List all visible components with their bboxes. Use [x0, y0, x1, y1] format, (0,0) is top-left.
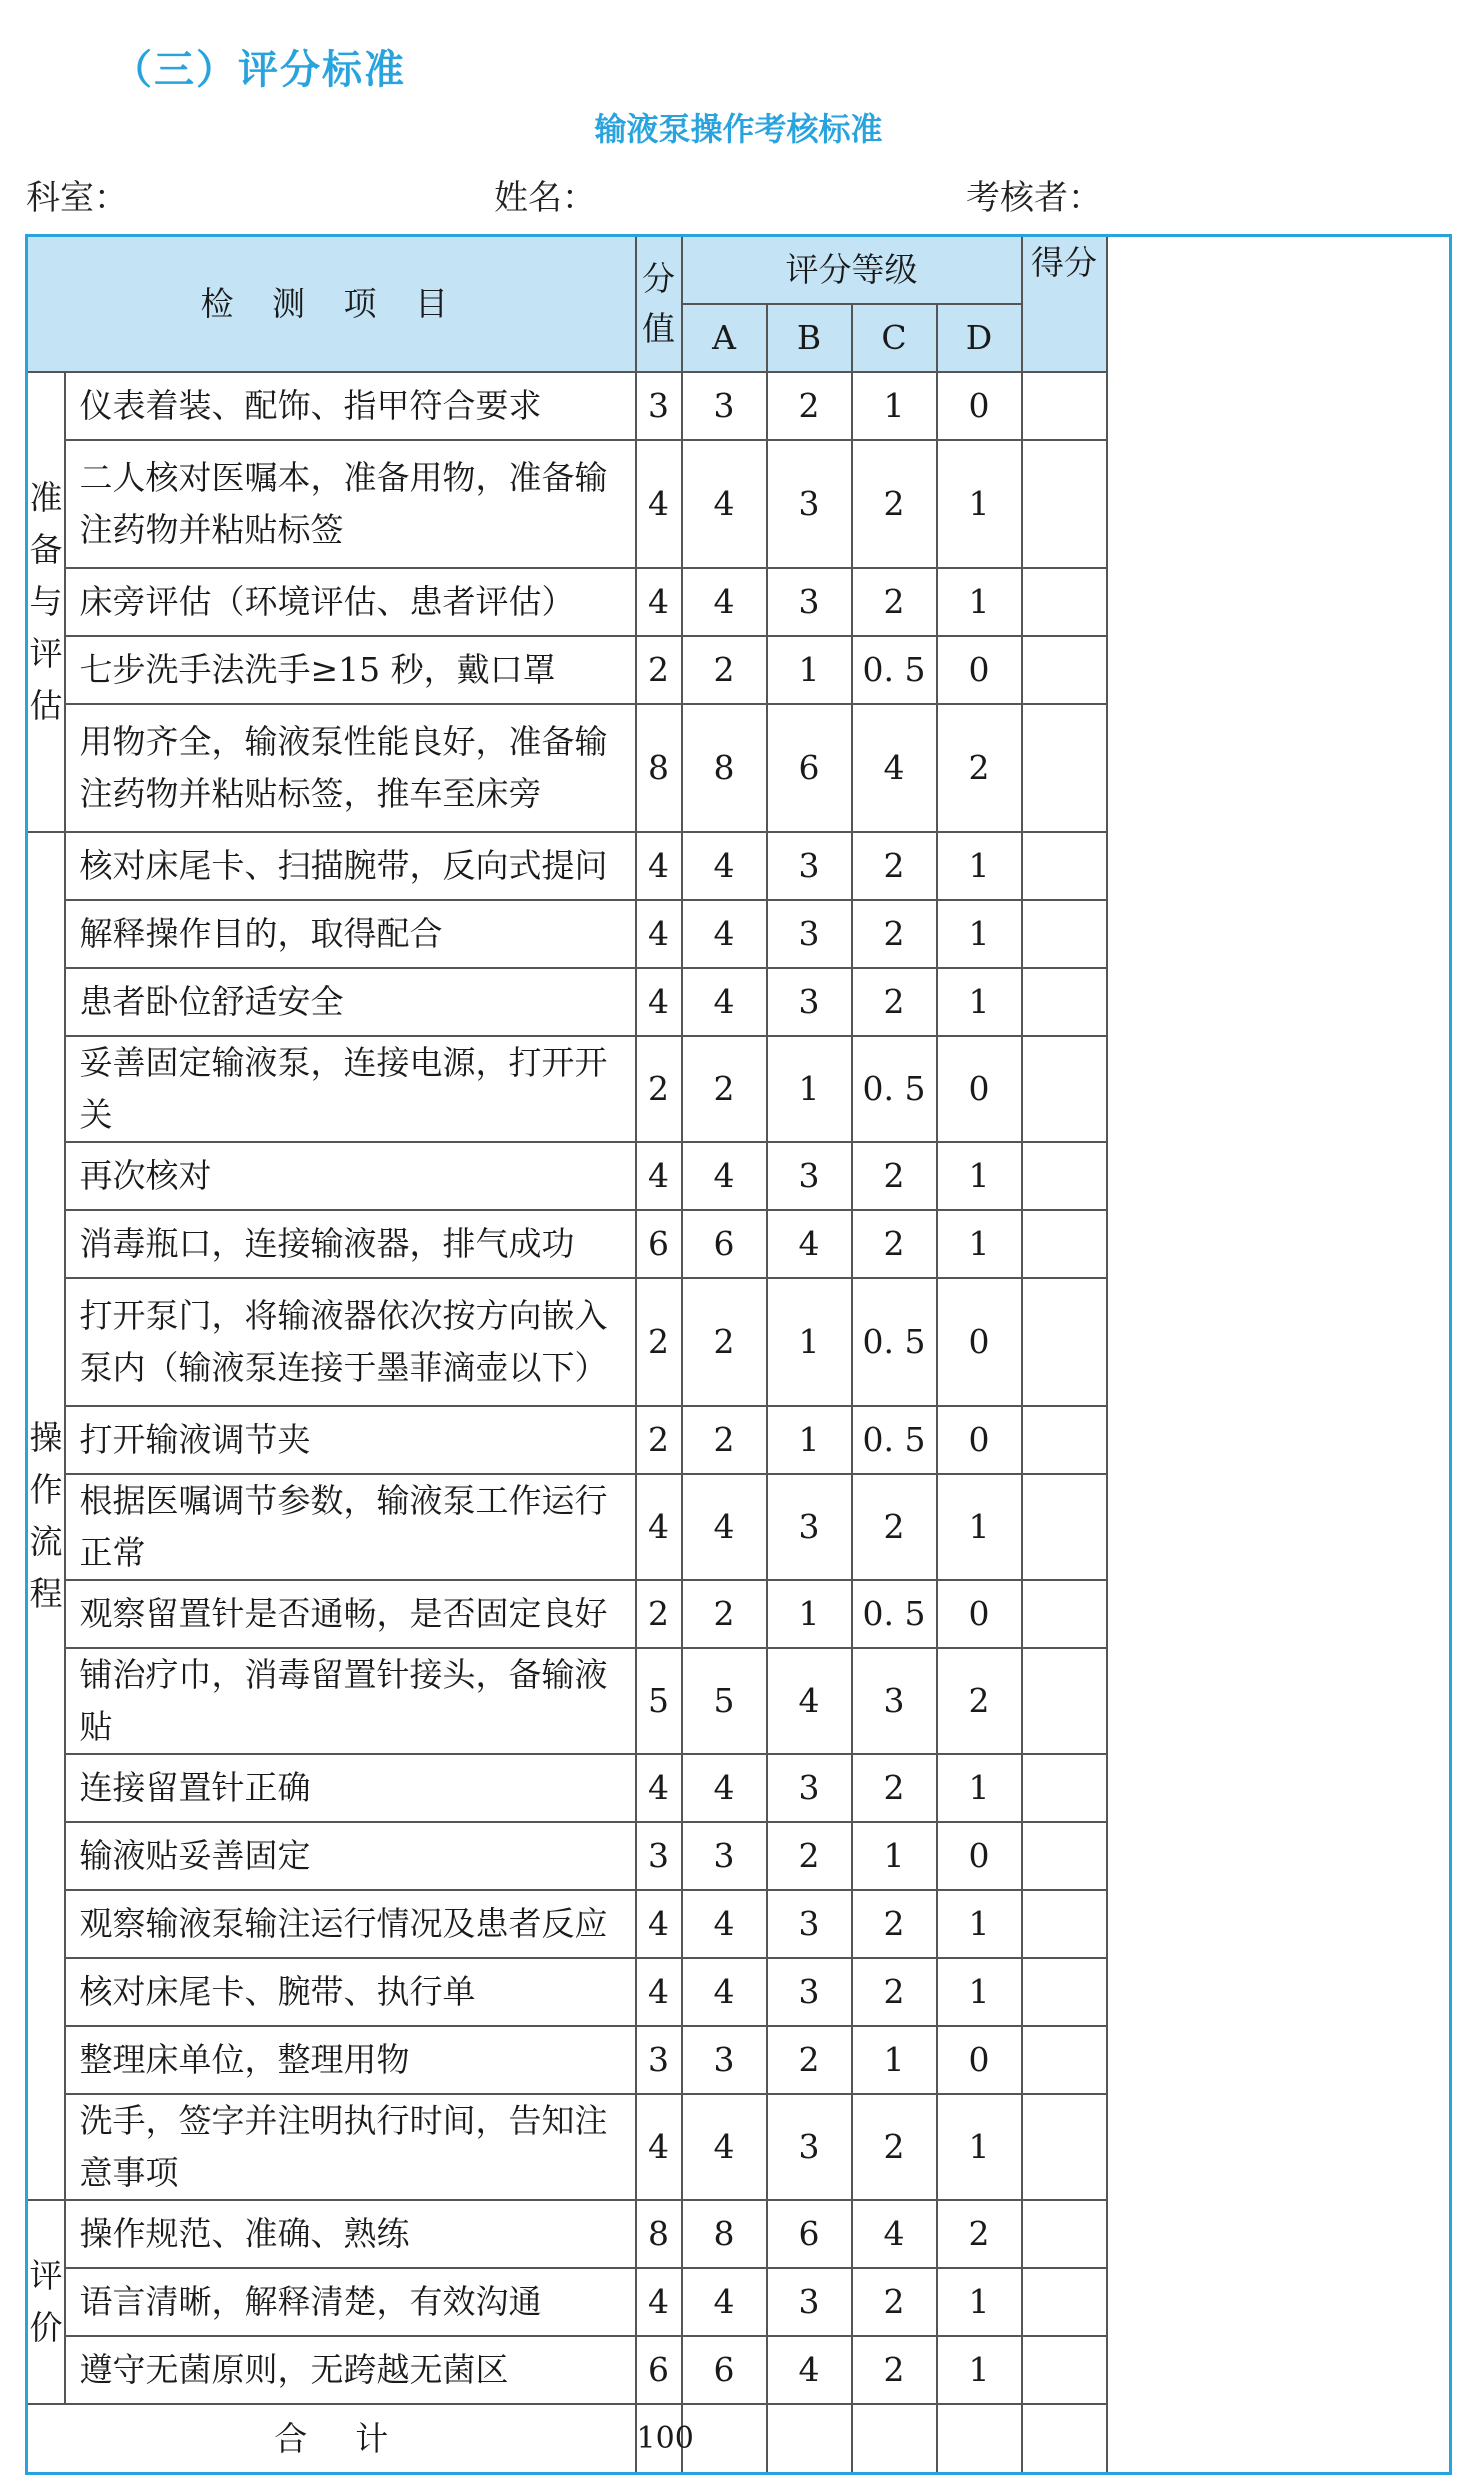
- item-cell: 患者卧位舒适安全: [65, 968, 636, 1036]
- value-cell: 3: [636, 372, 682, 440]
- grade-c-cell: 2: [852, 968, 937, 1036]
- grade-c-cell: 0. 5: [852, 1406, 937, 1474]
- grade-d-cell: 1: [937, 1142, 1022, 1210]
- document-title: 输液泵操作考核标准: [594, 110, 883, 148]
- total-value: 100: [636, 2404, 682, 2474]
- total-row: [27, 2404, 1451, 2474]
- points-cell[interactable]: [1022, 900, 1107, 968]
- value-cell: 4: [636, 968, 682, 1036]
- grade-a-cell: 8: [682, 704, 767, 832]
- item-cell: 消毒瓶口，连接输液器，排气成功: [65, 1210, 636, 1278]
- table-row: [27, 636, 1451, 704]
- grade-c-cell: 1: [852, 1822, 937, 1890]
- total-grade-d: [937, 2404, 1022, 2474]
- item-cell: 打开泵门，将输液器依次按方向嵌入泵内（输液泵连接于墨菲滴壶以下）: [65, 1278, 636, 1406]
- grade-a-cell: 4: [682, 2268, 767, 2336]
- table-row: [27, 2268, 1451, 2336]
- grade-b-cell: 2: [767, 2026, 852, 2094]
- table-row: [27, 968, 1451, 1036]
- total-grade-c: [852, 2404, 937, 2474]
- points-cell[interactable]: [1022, 1754, 1107, 1822]
- grade-b-cell: 4: [767, 1210, 852, 1278]
- grade-c-cell: 2: [852, 1890, 937, 1958]
- grade-d-cell: 2: [937, 2200, 1022, 2268]
- grade-d-cell: 1: [937, 440, 1022, 568]
- grade-b-cell: 3: [767, 2094, 852, 2200]
- grade-d-cell: 0: [937, 1822, 1022, 1890]
- value-cell: 4: [636, 2094, 682, 2200]
- points-cell[interactable]: [1022, 1210, 1107, 1278]
- table-row: [27, 2094, 1451, 2200]
- grade-b-cell: 1: [767, 1278, 852, 1406]
- item-cell: 用物齐全，输液泵性能良好，准备输注药物并粘贴标签，推车至床旁: [65, 704, 636, 832]
- grade-b-cell: 4: [767, 2336, 852, 2404]
- grade-c-cell: 2: [852, 1754, 937, 1822]
- table-row: [27, 1278, 1451, 1406]
- grade-a-cell: 4: [682, 1890, 767, 1958]
- grade-a-cell: 4: [682, 900, 767, 968]
- category-eval: 评价: [27, 2200, 65, 2404]
- grade-b-cell: 4: [767, 1648, 852, 1754]
- grade-b-cell: 3: [767, 968, 852, 1036]
- grade-c-cell: 2: [852, 568, 937, 636]
- value-cell: 4: [636, 440, 682, 568]
- grade-a-cell: 2: [682, 1278, 767, 1406]
- points-cell[interactable]: [1022, 2268, 1107, 2336]
- grade-d-cell: 1: [937, 2336, 1022, 2404]
- points-cell[interactable]: [1022, 1036, 1107, 1142]
- item-cell: 整理床单位，整理用物: [65, 2026, 636, 2094]
- table-body: [27, 372, 1451, 2474]
- table-row: [27, 1474, 1451, 1580]
- item-cell: 语言清晰，解释清楚，有效沟通: [65, 2268, 636, 2336]
- grade-c-cell: 2: [852, 1210, 937, 1278]
- value-cell: 4: [636, 1890, 682, 1958]
- points-cell[interactable]: [1022, 1142, 1107, 1210]
- table-row: [27, 568, 1451, 636]
- points-cell[interactable]: [1022, 568, 1107, 636]
- table-row: [27, 1890, 1451, 1958]
- grade-d-cell: 0: [937, 2026, 1022, 2094]
- grade-b-cell: 3: [767, 1474, 852, 1580]
- grade-d-cell: 2: [937, 1648, 1022, 1754]
- grade-a-cell: 4: [682, 1474, 767, 1580]
- total-grade-a: [682, 2404, 767, 2474]
- value-cell: 8: [636, 2200, 682, 2268]
- grade-b-cell: 1: [767, 1406, 852, 1474]
- value-cell: 6: [636, 1210, 682, 1278]
- grade-c-cell: 2: [852, 832, 937, 900]
- grade-c-cell: 2: [852, 2094, 937, 2200]
- grade-c-cell: 4: [852, 704, 937, 832]
- points-cell[interactable]: [1022, 2026, 1107, 2094]
- grade-a-cell: 5: [682, 1648, 767, 1754]
- grade-b-cell: 3: [767, 832, 852, 900]
- grade-d-cell: 1: [937, 968, 1022, 1036]
- name-label: 姓名：: [494, 178, 596, 218]
- points-cell[interactable]: [1022, 1278, 1107, 1406]
- header-points: 得分: [1022, 236, 1107, 373]
- value-cell: 2: [636, 636, 682, 704]
- item-cell: 输液贴妥善固定: [65, 1822, 636, 1890]
- grade-d-cell: 1: [937, 1958, 1022, 2026]
- grade-d-cell: 0: [937, 1406, 1022, 1474]
- table-row: [27, 704, 1451, 832]
- grade-d-cell: 0: [937, 1036, 1022, 1142]
- header-project: 检 测 项 目: [27, 236, 636, 373]
- value-cell: 4: [636, 832, 682, 900]
- item-cell: 打开输液调节夹: [65, 1406, 636, 1474]
- item-cell: 根据医嘱调节参数，输液泵工作运行正常: [65, 1474, 636, 1580]
- header-grade-b: B: [767, 304, 852, 372]
- grade-a-cell: 4: [682, 832, 767, 900]
- grade-b-cell: 1: [767, 1580, 852, 1648]
- grade-c-cell: 0. 5: [852, 636, 937, 704]
- grade-c-cell: 0. 5: [852, 1580, 937, 1648]
- item-cell: 妥善固定输液泵，连接电源，打开开关: [65, 1036, 636, 1142]
- grade-c-cell: 2: [852, 440, 937, 568]
- item-cell: 观察输液泵输注运行情况及患者反应: [65, 1890, 636, 1958]
- points-cell[interactable]: [1022, 2336, 1107, 2404]
- value-cell: 4: [636, 2268, 682, 2336]
- grade-d-cell: 1: [937, 568, 1022, 636]
- grade-a-cell: 8: [682, 2200, 767, 2268]
- grade-a-cell: 2: [682, 1580, 767, 1648]
- points-cell[interactable]: [1022, 1822, 1107, 1890]
- points-cell[interactable]: [1022, 1958, 1107, 2026]
- value-cell: 4: [636, 568, 682, 636]
- grade-d-cell: 1: [937, 1210, 1022, 1278]
- table-row: [27, 1036, 1451, 1142]
- grade-a-cell: 6: [682, 1210, 767, 1278]
- header-grade-c: C: [852, 304, 937, 372]
- grade-d-cell: 1: [937, 1474, 1022, 1580]
- grade-b-cell: 2: [767, 1822, 852, 1890]
- value-cell: 6: [636, 2336, 682, 2404]
- grade-a-cell: 2: [682, 1036, 767, 1142]
- table-row: [27, 832, 1451, 900]
- value-cell: 4: [636, 1754, 682, 1822]
- item-cell: 连接留置针正确: [65, 1754, 636, 1822]
- table-row: [27, 1648, 1451, 1754]
- grade-d-cell: 1: [937, 1890, 1022, 1958]
- department-label: 科室：: [26, 178, 128, 218]
- table-row: [27, 1210, 1451, 1278]
- table-row: [27, 1580, 1451, 1648]
- value-cell: 4: [636, 1958, 682, 2026]
- points-cell[interactable]: [1022, 1890, 1107, 1958]
- value-cell: 2: [636, 1036, 682, 1142]
- section-heading: （三）评分标准: [112, 47, 406, 93]
- category-prep: 准备与评估: [27, 372, 65, 832]
- grade-a-cell: 4: [682, 2094, 767, 2200]
- table-row: [27, 1822, 1451, 1890]
- grade-d-cell: 0: [937, 1278, 1022, 1406]
- table-row: [27, 900, 1451, 968]
- value-cell: 4: [636, 1142, 682, 1210]
- grade-c-cell: 2: [852, 900, 937, 968]
- value-cell: 2: [636, 1406, 682, 1474]
- table-row: [27, 372, 1451, 440]
- grade-c-cell: 2: [852, 1958, 937, 2026]
- grade-a-cell: 4: [682, 968, 767, 1036]
- grade-b-cell: 6: [767, 2200, 852, 2268]
- table-row: [27, 2200, 1451, 2268]
- value-cell: 4: [636, 900, 682, 968]
- grade-a-cell: 2: [682, 636, 767, 704]
- header-grade-a: A: [682, 304, 767, 372]
- points-cell[interactable]: [1022, 2094, 1107, 2200]
- total-points-cell[interactable]: [1022, 2404, 1107, 2474]
- points-cell[interactable]: [1022, 636, 1107, 704]
- points-cell[interactable]: [1022, 2200, 1107, 2268]
- table-row: [27, 2336, 1451, 2404]
- grade-c-cell: 1: [852, 372, 937, 440]
- examiner-label: 考核者：: [966, 178, 1102, 218]
- grade-b-cell: 6: [767, 704, 852, 832]
- value-cell: 8: [636, 704, 682, 832]
- value-cell: 4: [636, 1474, 682, 1580]
- grade-b-cell: 1: [767, 1036, 852, 1142]
- grade-b-cell: 3: [767, 1142, 852, 1210]
- grade-c-cell: 0. 5: [852, 1278, 937, 1406]
- category-process: 操作流程: [27, 832, 65, 2200]
- item-cell: 操作规范、准确、熟练: [65, 2200, 636, 2268]
- points-cell[interactable]: [1022, 832, 1107, 900]
- points-cell[interactable]: [1022, 1580, 1107, 1648]
- header-score-value: 分值: [636, 236, 682, 373]
- item-cell: 七步洗手法洗手≥15 秒，戴口罩: [65, 636, 636, 704]
- grade-c-cell: 1: [852, 2026, 937, 2094]
- table-row: [27, 1142, 1451, 1210]
- grade-d-cell: 1: [937, 2268, 1022, 2336]
- points-cell[interactable]: [1022, 1648, 1107, 1754]
- grade-b-cell: 3: [767, 440, 852, 568]
- header-grade-d: D: [937, 304, 1022, 372]
- grade-d-cell: 1: [937, 832, 1022, 900]
- points-cell[interactable]: [1022, 372, 1107, 440]
- scoring-table: [25, 234, 1452, 2475]
- grade-b-cell: 3: [767, 1958, 852, 2026]
- grade-a-cell: 4: [682, 1754, 767, 1822]
- grade-d-cell: 1: [937, 900, 1022, 968]
- grade-b-cell: 3: [767, 2268, 852, 2336]
- grade-b-cell: 3: [767, 1890, 852, 1958]
- item-cell: 核对床尾卡、扫描腕带，反向式提问: [65, 832, 636, 900]
- header-grade: 评分等级: [682, 236, 1022, 305]
- item-cell: 二人核对医嘱本，准备用物，准备输注药物并粘贴标签: [65, 440, 636, 568]
- grade-c-cell: 0. 5: [852, 1036, 937, 1142]
- item-cell: 仪表着装、配饰、指甲符合要求: [65, 372, 636, 440]
- grade-a-cell: 6: [682, 2336, 767, 2404]
- grade-a-cell: 4: [682, 1958, 767, 2026]
- table-row: [27, 1958, 1451, 2026]
- item-cell: 核对床尾卡、腕带、执行单: [65, 1958, 636, 2026]
- grade-a-cell: 3: [682, 2026, 767, 2094]
- grade-a-cell: 2: [682, 1406, 767, 1474]
- grade-a-cell: 4: [682, 568, 767, 636]
- points-cell[interactable]: [1022, 1474, 1107, 1580]
- points-cell[interactable]: [1022, 968, 1107, 1036]
- grade-d-cell: 0: [937, 1580, 1022, 1648]
- grade-d-cell: 0: [937, 636, 1022, 704]
- grade-d-cell: 1: [937, 2094, 1022, 2200]
- grade-a-cell: 4: [682, 440, 767, 568]
- value-cell: 3: [636, 1822, 682, 1890]
- item-cell: 床旁评估（环境评估、患者评估）: [65, 568, 636, 636]
- points-cell[interactable]: [1022, 704, 1107, 832]
- grade-b-cell: 3: [767, 568, 852, 636]
- grade-b-cell: 2: [767, 372, 852, 440]
- grade-c-cell: 2: [852, 1142, 937, 1210]
- grade-a-cell: 3: [682, 1822, 767, 1890]
- grade-c-cell: 2: [852, 2336, 937, 2404]
- value-cell: 2: [636, 1278, 682, 1406]
- points-cell[interactable]: [1022, 440, 1107, 568]
- total-label: 合计: [27, 2404, 636, 2474]
- item-cell: 观察留置针是否通畅，是否固定良好: [65, 1580, 636, 1648]
- value-cell: 2: [636, 1580, 682, 1648]
- table-row: [27, 1406, 1451, 1474]
- total-grade-b: [767, 2404, 852, 2474]
- item-cell: 再次核对: [65, 1142, 636, 1210]
- grade-b-cell: 1: [767, 636, 852, 704]
- value-cell: 5: [636, 1648, 682, 1754]
- table-row: [27, 440, 1451, 568]
- grade-d-cell: 2: [937, 704, 1022, 832]
- grade-b-cell: 3: [767, 1754, 852, 1822]
- grade-c-cell: 3: [852, 1648, 937, 1754]
- value-cell: 3: [636, 2026, 682, 2094]
- grade-d-cell: 1: [937, 1754, 1022, 1822]
- item-cell: 铺治疗巾，消毒留置针接头，备输液贴: [65, 1648, 636, 1754]
- grade-c-cell: 2: [852, 2268, 937, 2336]
- item-cell: 洗手，签字并注明执行时间，告知注意事项: [65, 2094, 636, 2200]
- item-cell: 遵守无菌原则，无跨越无菌区: [65, 2336, 636, 2404]
- points-cell[interactable]: [1022, 1406, 1107, 1474]
- grade-c-cell: 4: [852, 2200, 937, 2268]
- item-cell: 解释操作目的，取得配合: [65, 900, 636, 968]
- grade-b-cell: 3: [767, 900, 852, 968]
- grade-d-cell: 0: [937, 372, 1022, 440]
- grade-a-cell: 3: [682, 372, 767, 440]
- grade-c-cell: 2: [852, 1474, 937, 1580]
- grade-a-cell: 4: [682, 1142, 767, 1210]
- table-row: [27, 1754, 1451, 1822]
- table-row: [27, 2026, 1451, 2094]
